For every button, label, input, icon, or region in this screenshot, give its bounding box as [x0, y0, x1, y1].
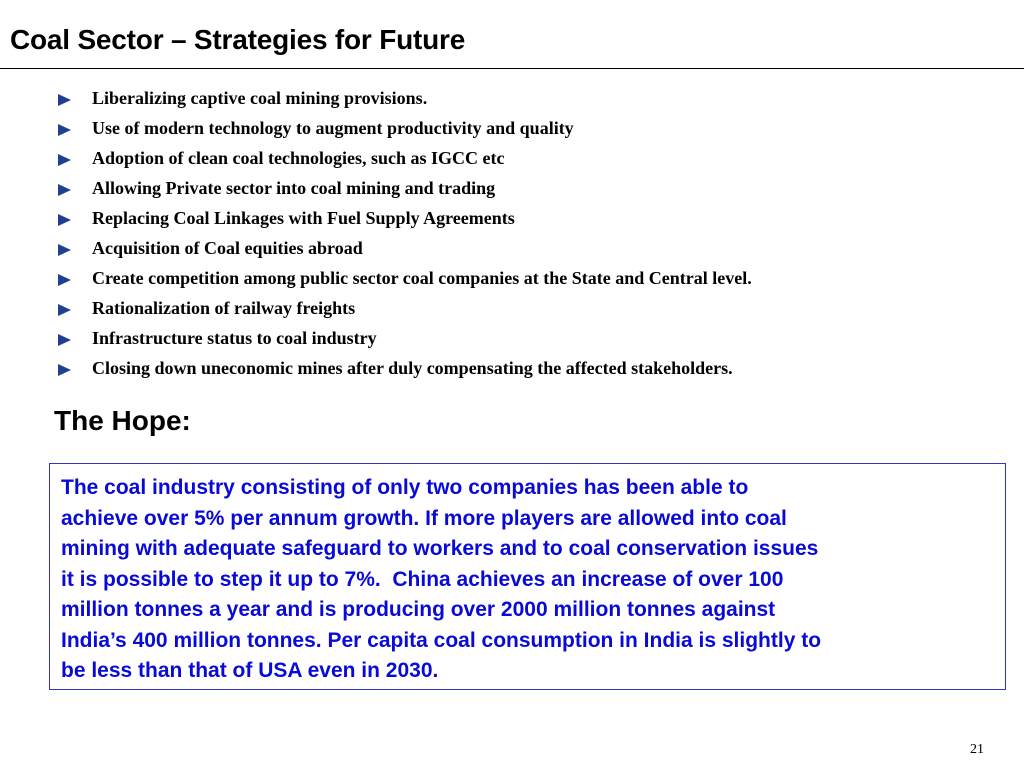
list-item — [55, 325, 752, 355]
list-item-text: Rationalization of railway freights — [92, 298, 356, 318]
triangle-arrow-right-icon — [58, 184, 71, 196]
list-item — [55, 115, 752, 145]
list-item-text: Replacing Coal Linkages with Fuel Supply Agreements — [92, 208, 515, 228]
triangle-arrow-right-icon — [58, 334, 71, 346]
strategy-list — [55, 85, 752, 385]
triangle-arrow-right-icon — [58, 274, 71, 286]
list-item-text: Allowing Private sector into coal mining and trading — [92, 178, 496, 198]
hope-line: be less than that of USA even in 2030. — [61, 659, 439, 682]
list-item-text: Infrastructure status to coal industry — [92, 328, 377, 348]
list-item-text: Create competition among public sector coal companies at the State and Central level. — [92, 268, 752, 288]
list-item — [55, 175, 752, 205]
hope-heading: The Hope: — [54, 405, 191, 436]
triangle-arrow-right-icon — [58, 364, 71, 376]
triangle-arrow-right-icon — [58, 94, 71, 106]
hope-line: achieve over 5% per annum growth. If more players are allowed into coal — [61, 506, 787, 530]
list-item — [55, 355, 752, 385]
hope-paragraph — [61, 473, 996, 687]
hope-line: it is possible to step it up to 7%. China achieves an increase of over 100 — [61, 567, 784, 591]
list-item — [55, 235, 752, 265]
list-item-text: Closing down uneconomic mines after duly compensating the affected stakeholders. — [92, 358, 733, 378]
triangle-arrow-right-icon — [58, 304, 71, 316]
triangle-arrow-right-icon — [58, 214, 71, 226]
list-item — [55, 85, 752, 115]
hope-text-box — [49, 463, 1006, 690]
list-item — [55, 265, 752, 295]
list-item-text: Adoption of clean coal technologies, such as IGCC etc — [92, 148, 505, 168]
hope-line: India’s 400 million tonnes. Per capita coal consumption in India is slightly to — [61, 628, 822, 652]
title-divider — [0, 68, 1024, 69]
list-item — [55, 145, 752, 175]
page-number: 21 — [970, 742, 984, 757]
triangle-arrow-right-icon — [58, 154, 71, 166]
list-item — [55, 205, 752, 235]
triangle-arrow-right-icon — [58, 244, 71, 256]
list-item-text: Use of modern technology to augment productivity and quality — [92, 118, 574, 138]
hope-line: mining with adequate safeguard to workers and to coal conservation issues — [61, 537, 819, 560]
triangle-arrow-right-icon — [58, 124, 71, 136]
list-item-text: Acquisition of Coal equities abroad — [92, 238, 363, 258]
hope-line: The coal industry consisting of only two companies has been able to — [61, 476, 749, 499]
hope-line: million tonnes a year and is producing over 2000 million tonnes against — [61, 598, 776, 621]
list-item — [55, 295, 752, 325]
slide-title: Coal Sector – Strategies for Future — [10, 24, 466, 55]
list-item-text: Liberalizing captive coal mining provisions. — [92, 88, 428, 108]
